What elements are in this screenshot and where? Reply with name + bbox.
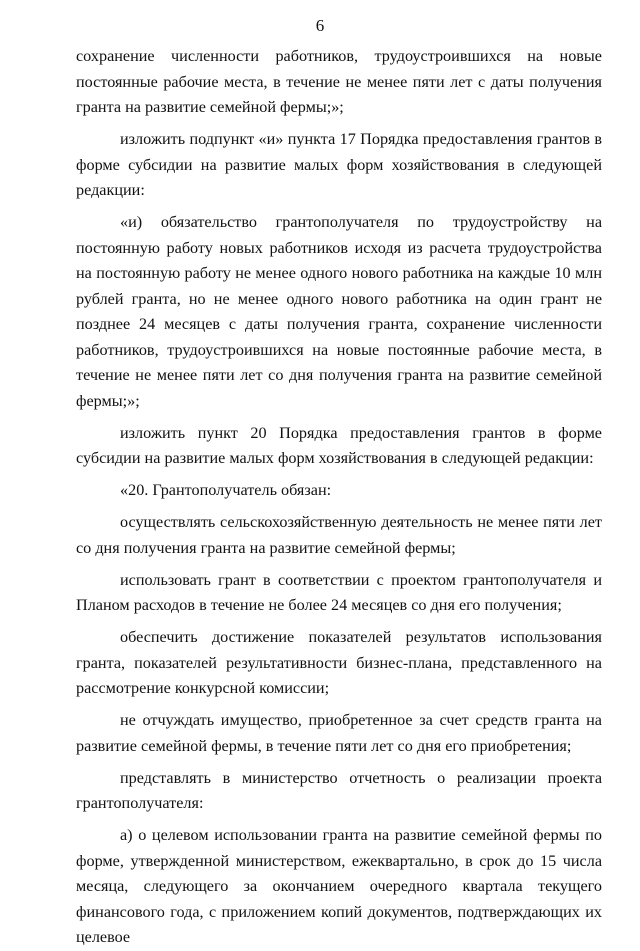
paragraph-obligation-indicators: обеспечить достижение показателей результатов использования гранта, показателей результативности бизнес-плана, представленного на рассмотрение конкурсной комиссии; [76, 628, 602, 697]
page-number: 6 [315, 16, 325, 35]
paragraph-amend-subitem-i: изложить подпункт «и» пункта 17 Порядка предоставления грантов в форме субсидии на развитие малых форм хозяйствования в следующей редакции: [76, 130, 602, 199]
paragraph-report-item-a: а) о целевом использовании гранта на развитие семейной фермы по форме, утвержденной министерством, ежеквартально, в срок до 15 числа месяца, следующего за окончанием очередного квартала текущего финансового года, с приложением копий документов, подтверждающих их целевое [76, 826, 602, 946]
document-body [76, 44, 602, 951]
paragraph-obligation-property: не отчуждать имущество, приобретенное за счет средств гранта на развитие семейной фермы, в течение пяти лет со дня его приобретения; [76, 711, 602, 755]
paragraph-continuation: сохранение численности работников, трудоустроившихся на новые постоянные рабочие места, в течение не менее пяти лет с даты получения гранта на развитие семейной фермы;»; [76, 47, 602, 116]
paragraph-obligation-use-grant: использовать грант в соответствии с проектом грантополучателя и Планом расходов в течение не более 24 месяцев со дня его получения; [76, 570, 602, 614]
paragraph-subitem-i-text: «и) обязательство грантополучателя по трудоустройству на постоянную работу новых работников исходя из расчета трудоустройства на постоянную работу не менее одного нового работника на каждые 10 млн рублей гранта, но не менее одного нового работника на один грант не позднее 24 месяцев с даты получения гранта, сохранение численности работников, трудоустроившихся на новые постоянные рабочие места, в течение не менее пяти лет со дня получения гранта на развитие семейной фермы;»; [76, 213, 602, 410]
paragraph-item-20-heading: «20. Грантополучатель обязан: [120, 481, 332, 499]
paragraph-amend-item-20: изложить пункт 20 Порядка предоставления грантов в форме субсидии на развитие малых форм хозяйствования в следующей редакции: [76, 423, 602, 467]
paragraph-obligation-activity: осуществлять сельскохозяйственную деятельность не менее пяти лет со дня получения гранта на развитие семейной фермы; [76, 513, 602, 557]
paragraph-obligation-reporting: представлять в министерство отчетность о реализации проекта грантополучателя: [76, 768, 602, 812]
